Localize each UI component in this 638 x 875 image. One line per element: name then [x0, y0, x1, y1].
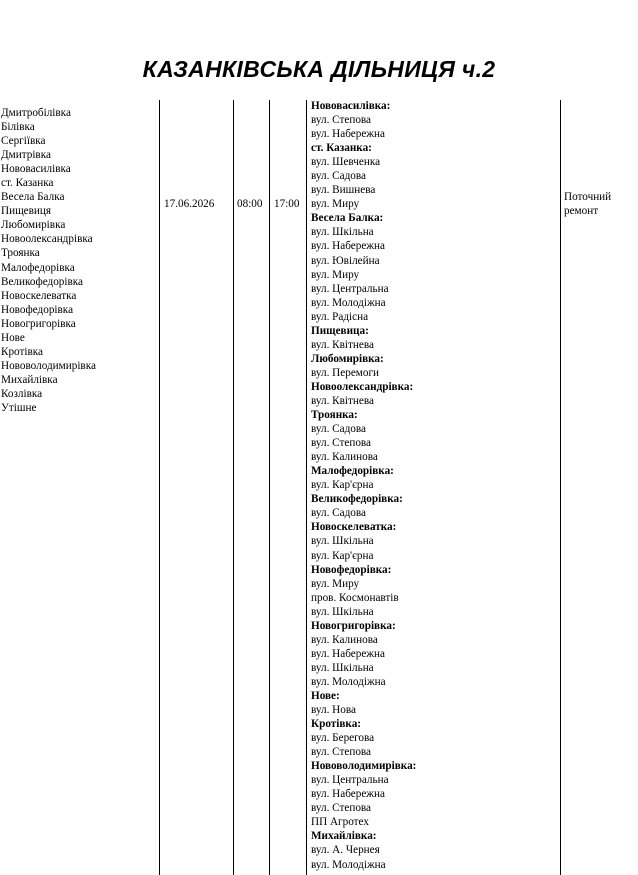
street-name: вул. Кар'єрна [311, 479, 374, 492]
settlement-name: Троянка [1, 247, 40, 260]
street-name: вул. Молодіжна [311, 296, 386, 309]
street-group-heading: ст. Казанка: [311, 142, 372, 155]
street-name: вул. Миру [311, 198, 360, 211]
settlement-name: Кротівка [1, 345, 44, 358]
street-group-heading: Кротівка: [311, 718, 362, 731]
street-group-heading: Новоскелеватка: [311, 521, 397, 534]
street-name: ПП Агротех [311, 816, 369, 829]
column-divider [233, 100, 234, 875]
street-name: вул. Перемоги [311, 366, 380, 379]
settlement-name: ст. Казанка [1, 177, 54, 190]
street-name: вул. Шевченка [311, 156, 381, 169]
settlement-name: Михайлівка [1, 373, 58, 386]
settlement-name: Великофедорівка [1, 275, 84, 288]
street-name: вул. Набережна [311, 647, 385, 660]
street-name: вул. Степова [311, 802, 372, 815]
settlements-list [1, 106, 96, 415]
outage-end-time: 17:00 [274, 198, 300, 210]
column-divider [269, 100, 270, 875]
settlement-name: Малофедорівка [1, 261, 75, 274]
settlement-name: Новофедорівка [1, 303, 74, 316]
street-name: вул. Шкільна [311, 605, 374, 618]
street-name: вул. Садова [311, 423, 366, 436]
street-name: вул. Степова [311, 114, 372, 127]
street-name: вул. Калинова [311, 633, 378, 646]
street-group-heading: Новофедорівка: [311, 563, 392, 576]
street-group-heading: Новоолександрівка: [311, 380, 414, 393]
street-name: вул. Степова [311, 746, 372, 759]
settlement-name: Нововасилівка [1, 163, 71, 176]
street-group-heading: Нововасилівка: [311, 100, 391, 112]
street-name: вул. Центральна [311, 774, 389, 787]
street-name: вул. Садова [311, 170, 366, 183]
settlement-name: Весела Балка [1, 191, 65, 204]
street-group-heading: Михайлівка: [311, 830, 377, 843]
street-group-heading: Троянка: [311, 409, 358, 422]
street-name: вул. Набережна [311, 128, 385, 141]
settlement-name: Нове [1, 331, 25, 344]
street-group-heading: Весела Балка: [311, 212, 384, 225]
street-group-heading: Нове: [311, 689, 340, 702]
streets-list [311, 99, 416, 872]
outage-date: 17.06.2026 [164, 198, 215, 210]
street-group-heading: Пищевица: [311, 324, 369, 337]
street-group-heading: Любомирівка: [311, 352, 384, 365]
street-name: вул. Берегова [311, 732, 375, 745]
settlement-name: Пищевиця [1, 205, 52, 218]
street-name: вул. Шкільна [311, 661, 374, 674]
page-title: КАЗАНКІВСЬКА ДІЛЬНИЦЯ ч.2 [142, 56, 496, 82]
street-name: вул. Квітнева [311, 394, 374, 407]
street-name: вул. Молодіжна [311, 675, 386, 688]
outage-start-time: 08:00 [237, 198, 263, 210]
street-name: вул. Вишнева [311, 184, 376, 197]
street-name: вул. Калинова [311, 451, 378, 464]
street-name: вул. Миру [311, 577, 360, 590]
settlement-name: Утішне [1, 401, 37, 414]
settlement-name: Білівка [1, 121, 35, 134]
street-name: вул. Степова [311, 437, 372, 450]
settlement-name: Новоолександрівка [1, 233, 93, 246]
street-name: пров. Космонавтів [311, 591, 399, 604]
street-group-heading: Нововолодимирівка: [311, 760, 417, 773]
settlement-name: Нововолодимирівка [1, 359, 96, 372]
settlement-name: Любомирівка [1, 219, 66, 232]
column-divider [159, 100, 160, 875]
street-name: вул. Шкільна [311, 535, 374, 548]
street-name: вул. Шкільна [311, 226, 374, 239]
street-name: вул. Садова [311, 507, 366, 520]
street-name: вул. Радісна [311, 310, 369, 323]
street-name: вул. Набережна [311, 240, 385, 253]
street-name: вул. Квітнева [311, 338, 374, 351]
street-name: вул. Ювілейна [311, 254, 380, 267]
column-divider [560, 100, 561, 875]
street-group-heading: Новогригорівка: [311, 619, 396, 632]
street-group-heading: Малофедорівка: [311, 465, 394, 478]
street-name: вул. Молодіжна [311, 858, 386, 871]
settlement-name: Сергіївка [1, 135, 46, 148]
outage-reason: Поточний ремонт [564, 191, 612, 218]
settlement-name: Новоскелеватка [1, 289, 77, 302]
settlement-name: Новогригорівка [1, 317, 76, 330]
settlement-name: Козлівка [1, 387, 43, 400]
settlement-name: Дмитрівка [1, 149, 51, 162]
street-name: вул. Набережна [311, 788, 385, 801]
street-name: вул. Кар'єрна [311, 549, 374, 562]
street-name: вул. А. Чернея [311, 844, 380, 857]
settlement-name: Дмитробілівка [1, 107, 71, 119]
street-name: вул. Миру [311, 268, 360, 281]
street-name: вул. Нова [311, 704, 356, 717]
street-name: вул. Центральна [311, 282, 389, 295]
street-group-heading: Великофедорівка: [311, 493, 403, 506]
column-divider [306, 100, 307, 875]
